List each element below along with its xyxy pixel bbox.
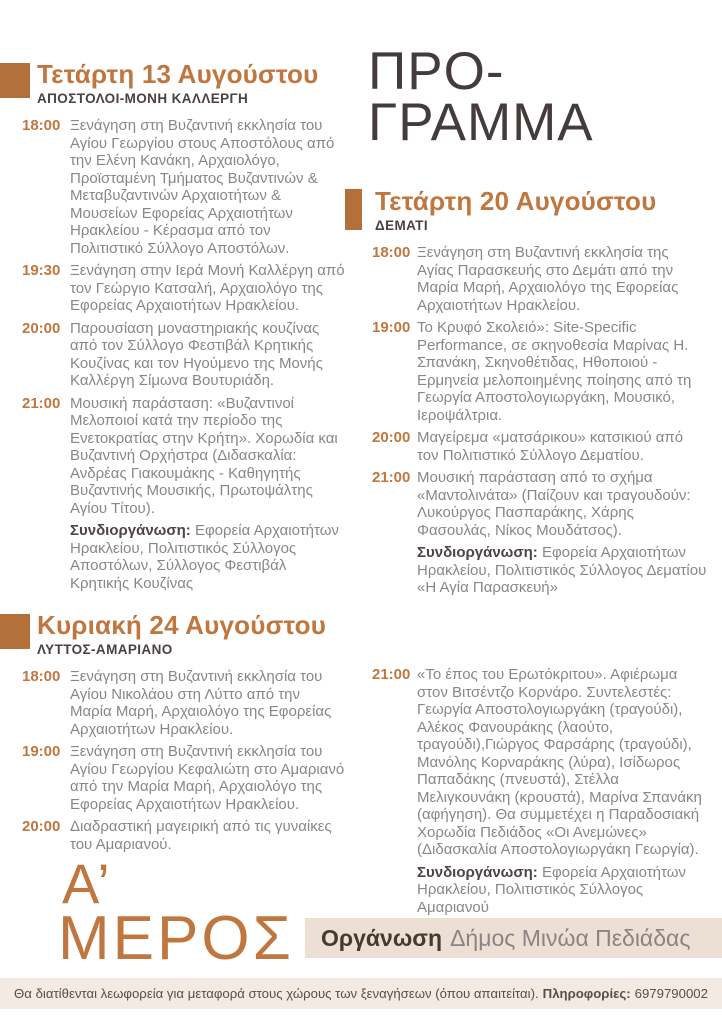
co-organizers-text: Εφορεία Αρχαιοτήτων Ηρακλείου, Πολιτιστικός Σύλλογος Αμαριανού [417,863,686,916]
event-row [372,244,707,314]
event-description: Μουσική παράσταση από το σχήμα «Μαντολινάτα» (Παίζουν και τραγουδούν: Λυκούργος Πασπαράκης, Χάρης Φασουλάς, Νίκος Μουδάτσος). [417,469,691,539]
event-row [372,666,707,859]
event-description: Ξενάγηση στη Βυζαντινή εκκλησία του Αγίου Γεωργίου στους Αποστόλους από την Ελένη Κανάκη, Αρχαιολόγο, Προϊσταμένη Τμήματος Βυζαντινών & Μεταβυζαντινών Αρχαιοτήτων & Μουσείων Εφορείας Αρχαιοτήτων Ηρακλείου - Κέρασμα από τον Πολιτιστικό Σύλλογο Αποστόλων. [70,117,335,257]
section-marker-square [0,614,30,649]
event-time: 20:00 [372,429,411,446]
event-time: 20:00 [22,818,61,835]
footer-bar [0,978,722,1009]
event-list [0,668,345,853]
section-aug20 [345,187,707,597]
co-organizers-text: Εφορεία Αρχαιοτήτων Ηρακλείου, Πολιτιστικός Σύλλογος Αποστόλων, Σύλλογος Φεστιβάλ Κρητικής Κουζίνας [70,522,339,592]
event-time: 18:00 [22,117,61,134]
event-row [22,262,345,315]
poster-title-line2: ΓΡΑΜΜΑ [368,93,594,152]
organizer-label: Οργάνωση [321,924,443,951]
co-organizers-label: Συνδιοργάνωση: [417,863,538,881]
poster-title [368,42,594,152]
event-description: Το Κρυφό Σκολειό»: Site-Specific Performance, σε σκηνοθεσία Μαρίνας Η. Σπανάκη, Σκηνοθέτιδας, Ηθοποιού - Ερμηνεία μελοποιημένης ποίησης από τη Γεωργία Αποστολογιωργάκη, Μουσικό, Ιεροψάλτρια. [417,319,692,424]
section-title: Τετάρτη 20 Αυγούστου [375,186,657,216]
event-time: 21:00 [22,394,61,412]
event-row [22,818,345,853]
part-label-line1: Α’ [62,852,112,915]
event-row [372,319,707,424]
part-label-line2: ΜΕΡΟΣ [58,904,294,973]
footer-text: Θα διατίθενται λεωφορεία για μεταφορά στους χώρους των ξεναγήσεων (όπου απαιτείται). [14,986,539,1001]
organizer-name: Δήμος Μινώα Πεδιάδας [450,924,691,951]
event-time: 19:00 [372,319,411,336]
section-title: Τετάρτη 13 Αυγούστου [37,59,319,89]
event-list [0,117,345,592]
footer-info-label: Πληροφορίες: [542,986,631,1001]
event-row [22,743,345,813]
event-description: Μαγείρεμα «ματσάρικου» κατσικιού από τον Πολιτιστικό Σύλλογο Δεματίου. [417,429,684,464]
event-description: Ξενάγηση στη Βυζαντινή εκκλησία της Αγίας Παρασκευής στο Δεμάτι από την Μαρία Μαρή, Αρχαιολόγο της Εφορείας Αρχαιοτήτων Ηρακλείου. [417,244,679,314]
section-subtitle: ΔΕΜΑΤΙ [375,218,428,233]
event-row [22,320,345,390]
poster-title-line1: ΠΡΟ- [368,42,505,101]
part-label [58,852,294,973]
section-aug24 [0,611,345,858]
event-description: «Το έπος του Ερωτόκριτου». Αφιέρωμα στον Βιτσέντζο Κορνάρο. Συντελεστές: Γεωργία Αποστολογιωργάκη (τραγούδι), Αλέκος Φανουράκης (λαούτο, τραγούδι),Γιώργος Φαρσάρης (τραγούδι), Μανόλης Κορναράκης (λύρα), Ισίδωρος Παπαδάκης (πνευστά), Στέλλα Μελιγκουνάκη (κρουστά), Μαρίνα Σπανάκη (αφήγηση). Θα συμμετέχει η Παραδοσιακή Χορωδία Πεδιάδος «Οι Ανεμώνες» (Διδασκαλία Αποστολογιωργάκη Γεωργία). [417,666,702,858]
section-aug13 [0,60,345,592]
event-time: 18:00 [372,244,411,261]
event-description: Διαδραστική μαγειρική από τις γυναίκες του Αμαριανού. [70,818,332,853]
co-organizers [22,522,345,592]
event-time: 18:00 [22,668,61,685]
event-time: 21:00 [372,666,411,683]
event-description: Μουσική παράσταση: «Βυζαντινοί Μελοποιοί κατά την περίοδο της Ενετοκρατίας στην Κρήτη». Χορωδία και Βυζαντινή Ορχήστρα (Διδασκαλία: Ανδρέας Γιακουμάκης - Καθηγητής Βυζαντινής Μουσικής, Πρωτοψάλτης Αγίου Τίτου). [70,394,338,517]
event-description: Ξενάγηση στη Βυζαντινή εκκλησία του Αγίου Γεωργίου Κεφαλιώτη στο Αμαριανό από την Μαρία Μαρή, Αρχαιολόγο της Εφορείας Αρχαιοτήτων Ηρακλείου. [70,743,345,813]
event-time: 20:00 [22,319,61,337]
event-description: Ξενάγηση στη Βυζαντινή εκκλησία του Αγίου Νικολάου στη Λύττο από την Μαρία Μαρή, Αρχαιολόγο της Εφορείας Αρχαιοτήτων Ηρακλείου. [70,668,332,738]
event-list [345,244,707,597]
co-organizers [372,864,707,917]
co-organizers-label: Συνδιοργάνωση: [70,522,191,539]
event-row [22,395,345,518]
event-row [372,429,707,464]
event-time: 19:30 [22,262,61,279]
event-row [22,668,345,738]
section-marker-square [0,63,30,98]
section-title: Κυριακή 24 Αυγούστου [37,610,327,640]
co-organizers [372,544,707,597]
section-subtitle: ΛΥΤΤΟΣ-ΑΜΑΡΙΑΝΟ [37,642,173,657]
co-organizers-label: Συνδιοργάνωση: [417,544,538,561]
co-organizers-text: Εφορεία Αρχαιοτήτων Ηρακλείου, Πολιτιστικός Σύλλογος Δεματίου «Η Αγία Παρασκευή» [417,544,707,596]
event-time: 21:00 [372,469,411,486]
organizer-bar [305,918,722,958]
section-aug24-continued [345,666,707,916]
event-row [372,469,707,539]
section-subtitle: ΑΠΟΣΤΟΛΟΙ-ΜΟΝΗ ΚΑΛΛΕΡΓΗ [37,91,249,106]
event-row [22,117,345,257]
event-description: Παρουσίαση μοναστηριακής κουζίνας από τον Σύλλογο Φεστιβάλ Κρητικής Κουζίνας και τον Ηγούμενο της Μονής Καλλέργη Σίμωνα Βουτυριάδη. [70,319,323,389]
event-description: Ξενάγηση στην Ιερά Μονή Καλλέργη από τον Γεώργιο Κατσαλή, Αρχαιολόγο της Εφορείας Αρχαιοτήτων Ηρακλείου. [70,262,345,314]
event-list [345,666,707,916]
event-time: 19:00 [22,743,61,760]
footer-phone-number: 6979790002 [634,986,708,1001]
section-marker-bar [345,189,362,230]
